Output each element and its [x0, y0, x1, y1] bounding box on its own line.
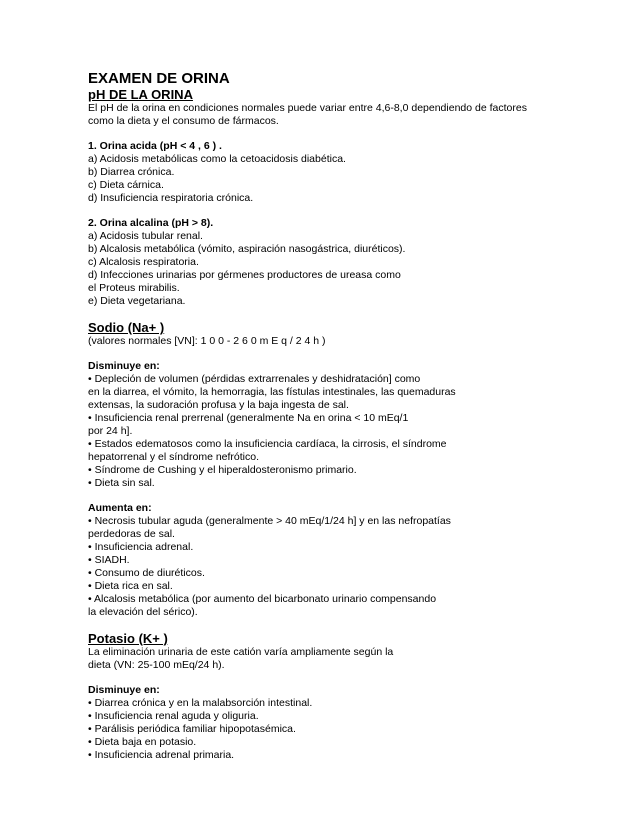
list-item: • Insuficiencia adrenal primaria. — [88, 749, 235, 761]
sodium-decrease-list — [88, 373, 548, 490]
acid-urine-heading: 1. Orina acida (pH < 4 , 6 ) . — [88, 140, 222, 152]
list-item: • Parálisis periódica familiar hipopotasémica. — [88, 723, 296, 735]
ph-heading: pH DE LA ORINA — [88, 87, 193, 102]
list-item: • Alcalosis metabólica (por aumento del bicarbonato urinario compensando — [88, 593, 437, 605]
list-item: la elevación del sérico). — [88, 606, 198, 618]
sodium-increase-heading: Aumenta en: — [88, 502, 152, 514]
list-item: • Insuficiencia adrenal. — [88, 541, 194, 553]
list-item: • Estados edematosos como la insuficiencia cardíaca, la cirrosis, el síndrome — [88, 438, 447, 450]
potassium-decrease-heading: Disminuye en: — [88, 684, 160, 696]
list-item: d) Infecciones urinarias por gérmenes productores de ureasa como — [88, 269, 401, 281]
alkaline-urine-list — [88, 230, 548, 308]
list-item: • Necrosis tubular aguda (generalmente > 40 mEq/1/24 h] y en las nefropatías — [88, 515, 451, 527]
sodium-decrease-heading: Disminuye en: — [88, 360, 160, 372]
sodium-increase-list — [88, 515, 548, 619]
list-item: a) Acidosis metabólicas como la cetoacidosis diabética. — [88, 153, 346, 165]
list-item: • Depleción de volumen (pérdidas extrarrenales y deshidratación] como — [88, 373, 421, 385]
list-item: perdedoras de sal. — [88, 528, 175, 540]
list-item: • Dieta baja en potasio. — [88, 736, 197, 748]
list-item: d) Insuficiencia respiratoria crónica. — [88, 192, 254, 204]
list-item: b) Alcalosis metabólica (vómito, aspiración nasogástrica, diuréticos). — [88, 243, 406, 255]
ph-intro-line: como la dieta y el consumo de fármacos. — [88, 115, 279, 127]
sodium-normal-values: (valores normales [VN]: 1 0 0 - 2 6 0 m E q / 2 4 h ) — [88, 335, 326, 347]
acid-urine-list — [88, 153, 548, 205]
list-item: a) Acidosis tubular renal. — [88, 230, 203, 242]
document-page — [88, 70, 548, 762]
list-item: c) Alcalosis respiratoria. — [88, 256, 199, 268]
ph-intro — [88, 102, 548, 128]
list-item: por 24 h]. — [88, 425, 133, 437]
list-item: el Proteus mirabilis. — [88, 282, 180, 294]
document-title: EXAMEN DE ORINA — [88, 70, 230, 87]
list-item: • Insuficiencia renal aguda y oliguria. — [88, 710, 259, 722]
list-item: c) Dieta cárnica. — [88, 179, 164, 191]
list-item: extensas, la sudoración profusa y la baja ingesta de sal. — [88, 399, 349, 411]
list-item: • Síndrome de Cushing y el hiperaldosteronismo primario. — [88, 464, 357, 476]
list-item: • Dieta sin sal. — [88, 477, 155, 489]
sodium-heading: Sodio (Na+ ) — [88, 320, 165, 335]
list-item: b) Diarrea crónica. — [88, 166, 175, 178]
list-item: • Consumo de diuréticos. — [88, 567, 205, 579]
list-item: • SIADH. — [88, 554, 130, 566]
ph-intro-line: El pH de la orina en condiciones normales puede variar entre 4,6-8,0 dependiendo de factores — [88, 102, 527, 114]
list-item: e) Dieta vegetariana. — [88, 295, 186, 307]
potassium-intro-line: La eliminación urinaria de este catión varía ampliamente según la — [88, 646, 394, 658]
list-item: hepatorrenal y el síndrome nefrótico. — [88, 451, 260, 463]
alkaline-urine-heading: 2. Orina alcalina (pH > 8). — [88, 217, 214, 229]
list-item: en la diarrea, el vómito, la hemorragia, las fístulas intestinales, las quemaduras — [88, 386, 456, 398]
potassium-intro-line: dieta (VN: 25-100 mEq/24 h). — [88, 659, 225, 671]
potassium-heading: Potasio (K+ ) — [88, 631, 168, 646]
potassium-decrease-list — [88, 697, 548, 762]
list-item: • Dieta rica en sal. — [88, 580, 173, 592]
list-item: • Insuficiencia renal prerrenal (generalmente Na en orina < 10 mEq/1 — [88, 412, 409, 424]
list-item: • Diarrea crónica y en la malabsorción intestinal. — [88, 697, 313, 709]
